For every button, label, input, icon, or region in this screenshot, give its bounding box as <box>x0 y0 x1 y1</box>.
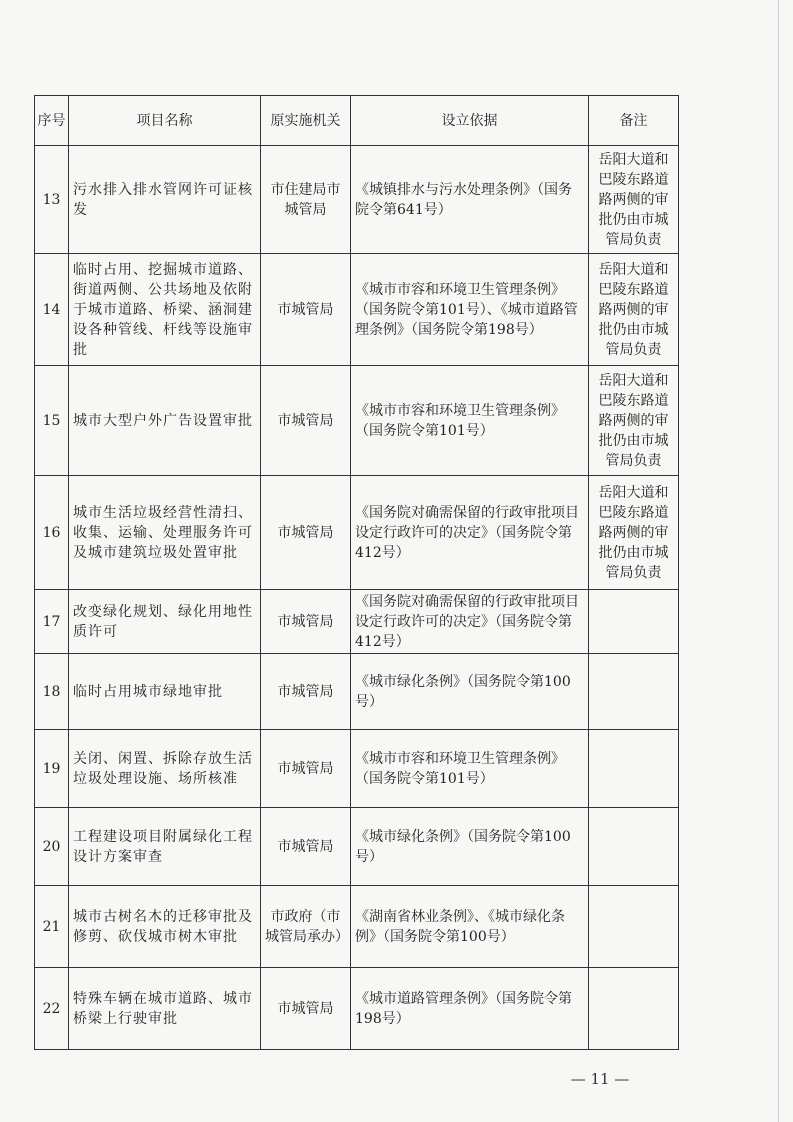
original-org: 市政府（市城管局承办） <box>261 886 351 968</box>
legal-basis: 《国务院对确需保留的行政审批项目设定行政许可的决定》（国务院令第412号） <box>351 590 589 654</box>
original-org: 市城管局 <box>261 590 351 654</box>
original-org: 市城管局 <box>261 476 351 590</box>
table-row <box>35 730 679 808</box>
item-name: 临时占用、挖掘城市道路、街道两侧、公共场地及依附于城市道路、桥梁、涵洞建设各种管线、杆线等设施审批 <box>69 254 261 366</box>
table-row <box>35 886 679 968</box>
legal-basis: 《城镇排水与污水处理条例》（国务院令第641号） <box>351 146 589 254</box>
row-number: 16 <box>35 476 69 590</box>
table-row <box>35 366 679 476</box>
item-name: 关闭、闲置、拆除存放生活垃圾处理设施、场所核准 <box>69 730 261 808</box>
item-name: 城市大型户外广告设置审批 <box>69 366 261 476</box>
item-name: 城市生活垃圾经营性清扫、收集、运输、处理服务许可及城市建筑垃圾处置审批 <box>69 476 261 590</box>
table-row <box>35 146 679 254</box>
original-org: 市住建局市城管局 <box>261 146 351 254</box>
item-name: 特殊车辆在城市道路、城市桥梁上行驶审批 <box>69 968 261 1050</box>
legal-basis: 《城市市容和环境卫生管理条例》（国务院令第101号） <box>351 366 589 476</box>
row-number: 17 <box>35 590 69 654</box>
original-org: 市城管局 <box>261 968 351 1050</box>
header-no: 序号 <box>35 96 69 146</box>
original-org: 市城管局 <box>261 366 351 476</box>
remarks <box>589 654 679 730</box>
item-name: 工程建设项目附属绿化工程设计方案审查 <box>69 808 261 886</box>
table-row <box>35 590 679 654</box>
legal-basis: 《城市市容和环境卫生管理条例》（国务院令第101号） <box>351 730 589 808</box>
legal-basis: 《国务院对确需保留的行政审批项目设定行政许可的决定》（国务院令第412号） <box>351 476 589 590</box>
table-header-row <box>35 96 679 146</box>
original-org: 市城管局 <box>261 654 351 730</box>
remarks <box>589 590 679 654</box>
table-row <box>35 476 679 590</box>
table-row <box>35 654 679 730</box>
table-row <box>35 968 679 1050</box>
remarks <box>589 730 679 808</box>
table-row <box>35 254 679 366</box>
item-name: 污水排入排水管网许可证核发 <box>69 146 261 254</box>
legal-basis: 《城市市容和环境卫生管理条例》（国务院令第101号）、《城市道路管理条例》（国务院令第198号） <box>351 254 589 366</box>
item-name: 临时占用城市绿地审批 <box>69 654 261 730</box>
row-number: 13 <box>35 146 69 254</box>
remarks <box>589 886 679 968</box>
row-number: 20 <box>35 808 69 886</box>
remarks: 岳阳大道和巴陵东路道路两侧的审批仍由市城管局负责 <box>589 476 679 590</box>
row-number: 14 <box>35 254 69 366</box>
item-name: 城市古树名木的迁移审批及修剪、砍伐城市树木审批 <box>69 886 261 968</box>
table-row <box>35 808 679 886</box>
original-org: 市城管局 <box>261 808 351 886</box>
header-legal-basis: 设立依据 <box>351 96 589 146</box>
row-number: 18 <box>35 654 69 730</box>
original-org: 市城管局 <box>261 254 351 366</box>
remarks <box>589 968 679 1050</box>
original-org: 市城管局 <box>261 730 351 808</box>
remarks: 岳阳大道和巴陵东路道路两侧的审批仍由市城管局负责 <box>589 146 679 254</box>
approval-items-table <box>34 95 679 1050</box>
row-number: 15 <box>35 366 69 476</box>
legal-basis: 《城市绿化条例》（国务院令第100号） <box>351 808 589 886</box>
legal-basis: 《湖南省林业条例》、《城市绿化条例》（国务院令第100号） <box>351 886 589 968</box>
remarks: 岳阳大道和巴陵东路道路两侧的审批仍由市城管局负责 <box>589 366 679 476</box>
row-number: 22 <box>35 968 69 1050</box>
row-number: 21 <box>35 886 69 968</box>
header-item-name: 项目名称 <box>69 96 261 146</box>
remarks <box>589 808 679 886</box>
page-number: — 11 — <box>570 1070 630 1088</box>
page-edge-line <box>778 0 779 1122</box>
legal-basis: 《城市道路管理条例》（国务院令第198号） <box>351 968 589 1050</box>
header-original-org: 原实施机关 <box>261 96 351 146</box>
header-remarks: 备注 <box>589 96 679 146</box>
legal-basis: 《城市绿化条例》（国务院令第100号） <box>351 654 589 730</box>
row-number: 19 <box>35 730 69 808</box>
item-name: 改变绿化规划、绿化用地性质许可 <box>69 590 261 654</box>
remarks: 岳阳大道和巴陵东路道路两侧的审批仍由市城管局负责 <box>589 254 679 366</box>
